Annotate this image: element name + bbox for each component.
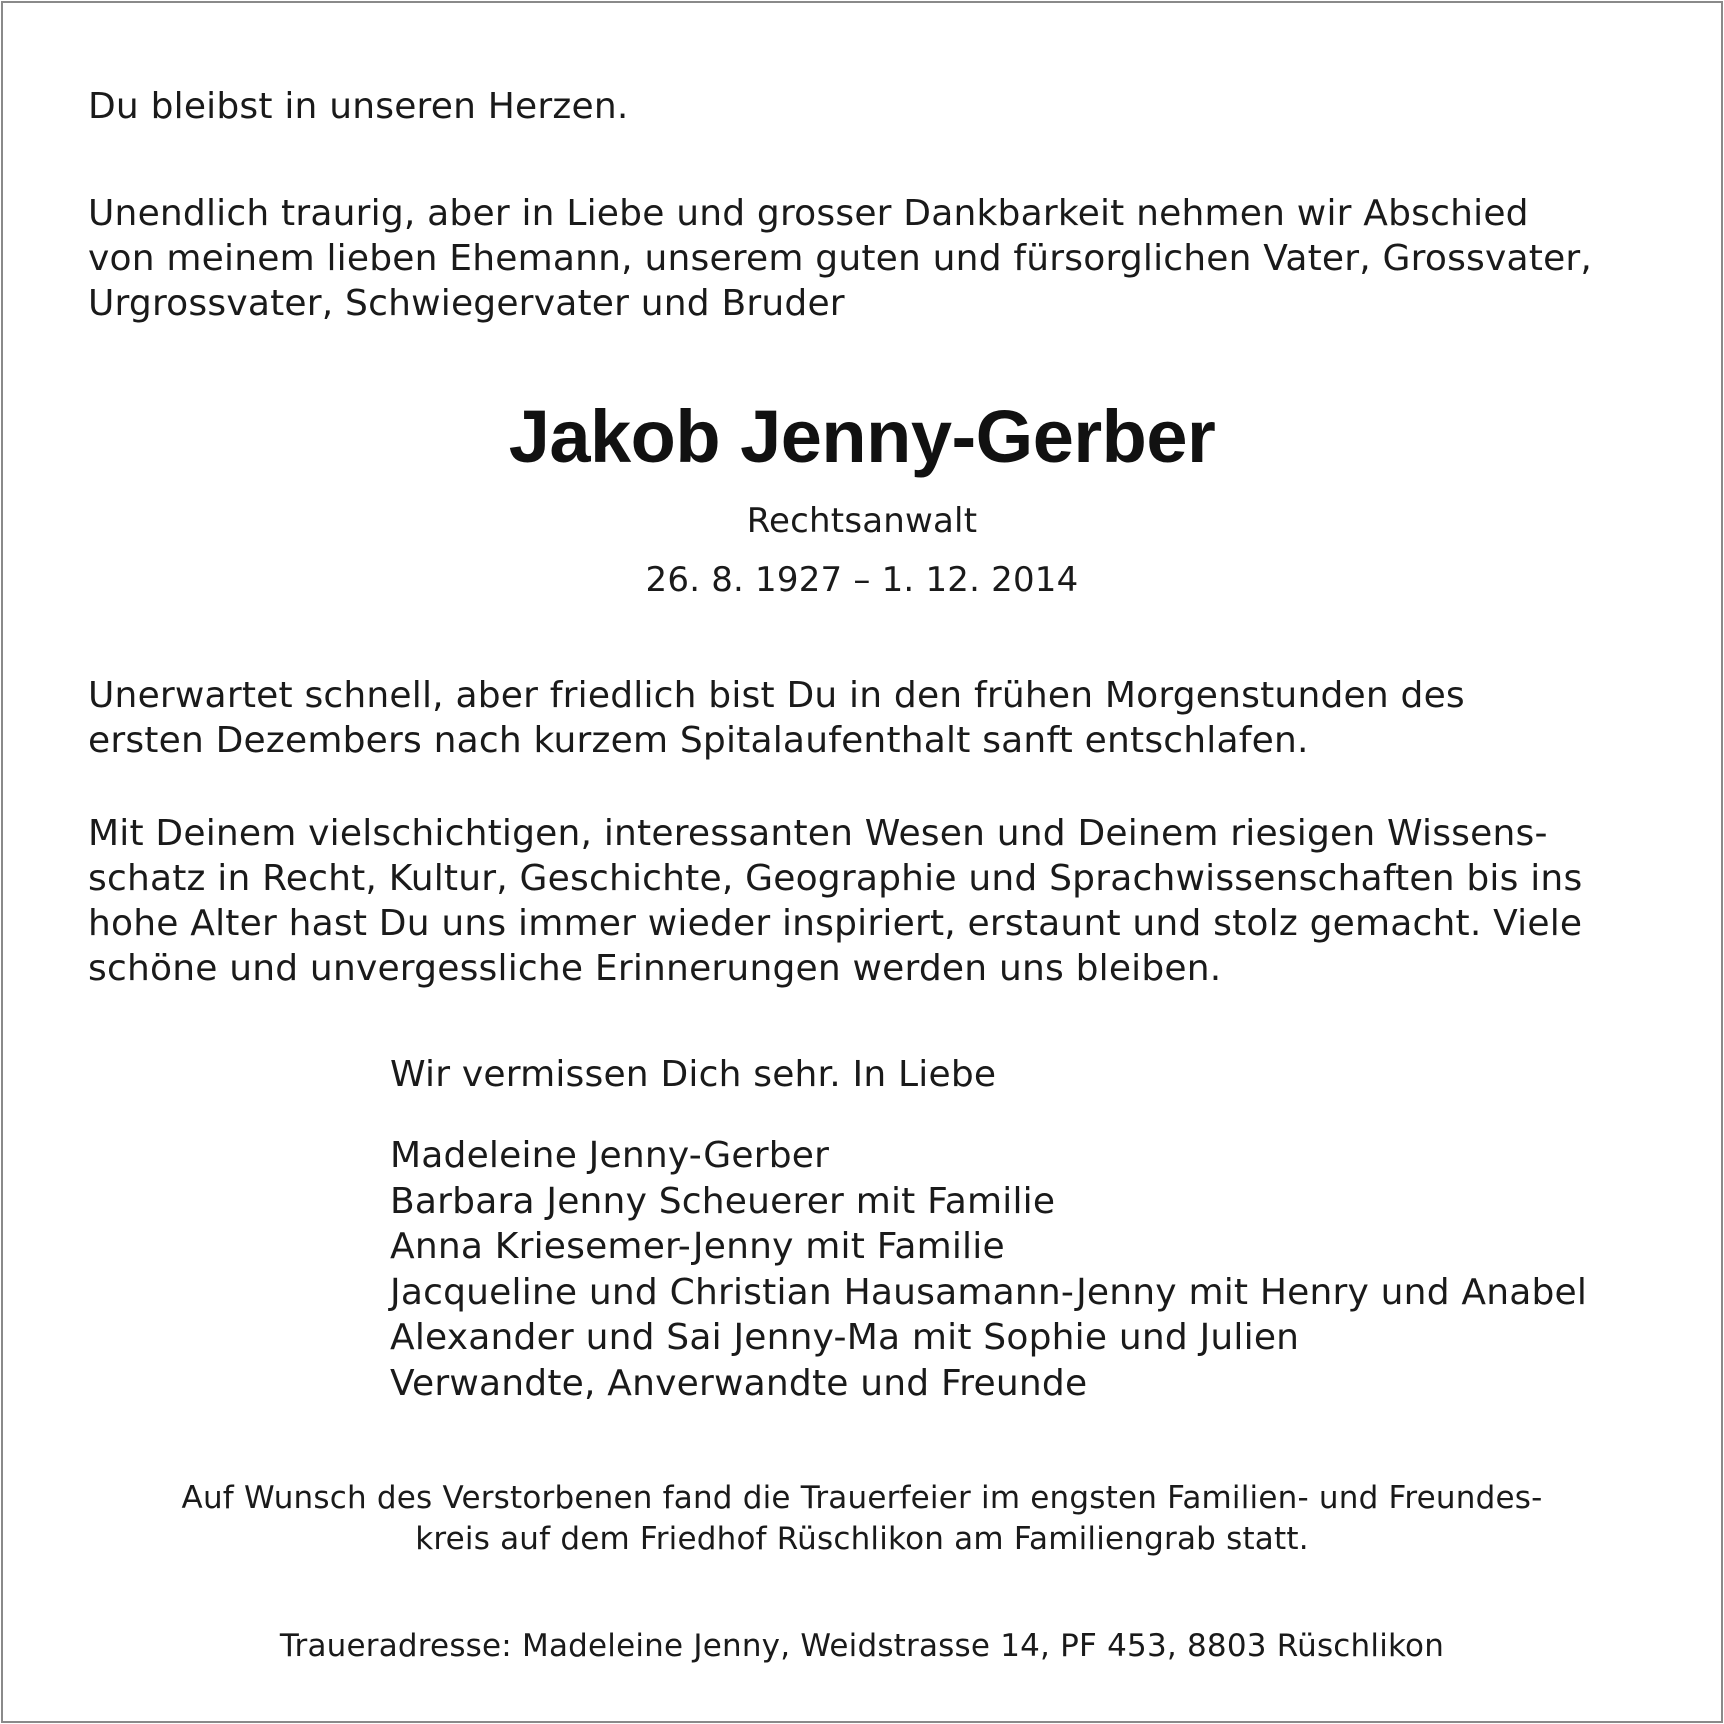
intro-line: Unendlich traurig, aber in Liebe und grosser Dankbarkeit nehmen wir Abschied [88,193,1529,234]
tribute-line: Mit Deinem vielschichtigen, interessanten Wesen und Deinem riesigen Wissens- [88,813,1548,854]
ceremony-note [88,1478,1636,1560]
mourner-entry: Barbara Jenny Scheuerer mit Familie [390,1180,1056,1222]
ceremony-line: kreis auf dem Friedhof Rüschlikon am Familiengrab statt. [415,1521,1309,1557]
mourner-entry: Alexander und Sai Jenny-Ma mit Sophie und Julien [390,1317,1300,1359]
tribute-paragraph [88,811,1636,991]
profession: Rechtsanwalt [746,501,978,541]
tribute-line: hohe Alter hast Du uns immer wieder inspiriert, erstaunt und stolz gemacht. Viele [88,903,1583,944]
mourners-list [390,1133,1636,1407]
mourner-entry: Jacqueline und Christian Hausamann-Jenny mit Henry und Anabel [390,1271,1588,1313]
tribute-line: schöne und unvergessliche Erinnerungen werden uns bleiben. [88,948,1222,989]
intro-line: Urgrossvater, Schwiegervater und Bruder [88,283,845,324]
signoff-line: Wir vermissen Dich sehr. In Liebe [390,1054,997,1095]
mourner-entry: Madeleine Jenny-Gerber [390,1135,830,1176]
passing-paragraph [88,673,1636,763]
deceased-name: Jakob Jenny-Gerber [508,395,1216,478]
motto-line: Du bleibst in unseren Herzen. [88,86,629,127]
mourner-entry: Verwandte, Anverwandte und Freunde [390,1362,1088,1404]
mourner-entry: Anna Kriesemer-Jenny mit Familie [390,1226,1005,1268]
mourning-address: Traueradresse: Madeleine Jenny, Weidstrasse 14, PF 453, 8803 Rüschlikon [279,1628,1445,1664]
intro-paragraph [88,191,1636,326]
ceremony-line: Auf Wunsch des Verstorbenen fand die Trauerfeier im engsten Familien- und Freundes- [181,1480,1543,1516]
passing-line: ersten Dezembers nach kurzem Spitalaufenthalt sanft entschlafen. [88,720,1309,761]
intro-line: von meinem lieben Ehemann, unserem guten und fürsorglichen Vater, Grossvater, [88,238,1593,279]
life-dates: 26. 8. 1927 – 1. 12. 2014 [645,560,1079,600]
passing-line: Unerwartet schnell, aber friedlich bist Du in den frühen Morgenstunden des [88,675,1465,716]
tribute-line: schatz in Recht, Kultur, Geschichte, Geographie und Sprachwissenschaften bis ins [88,858,1583,899]
